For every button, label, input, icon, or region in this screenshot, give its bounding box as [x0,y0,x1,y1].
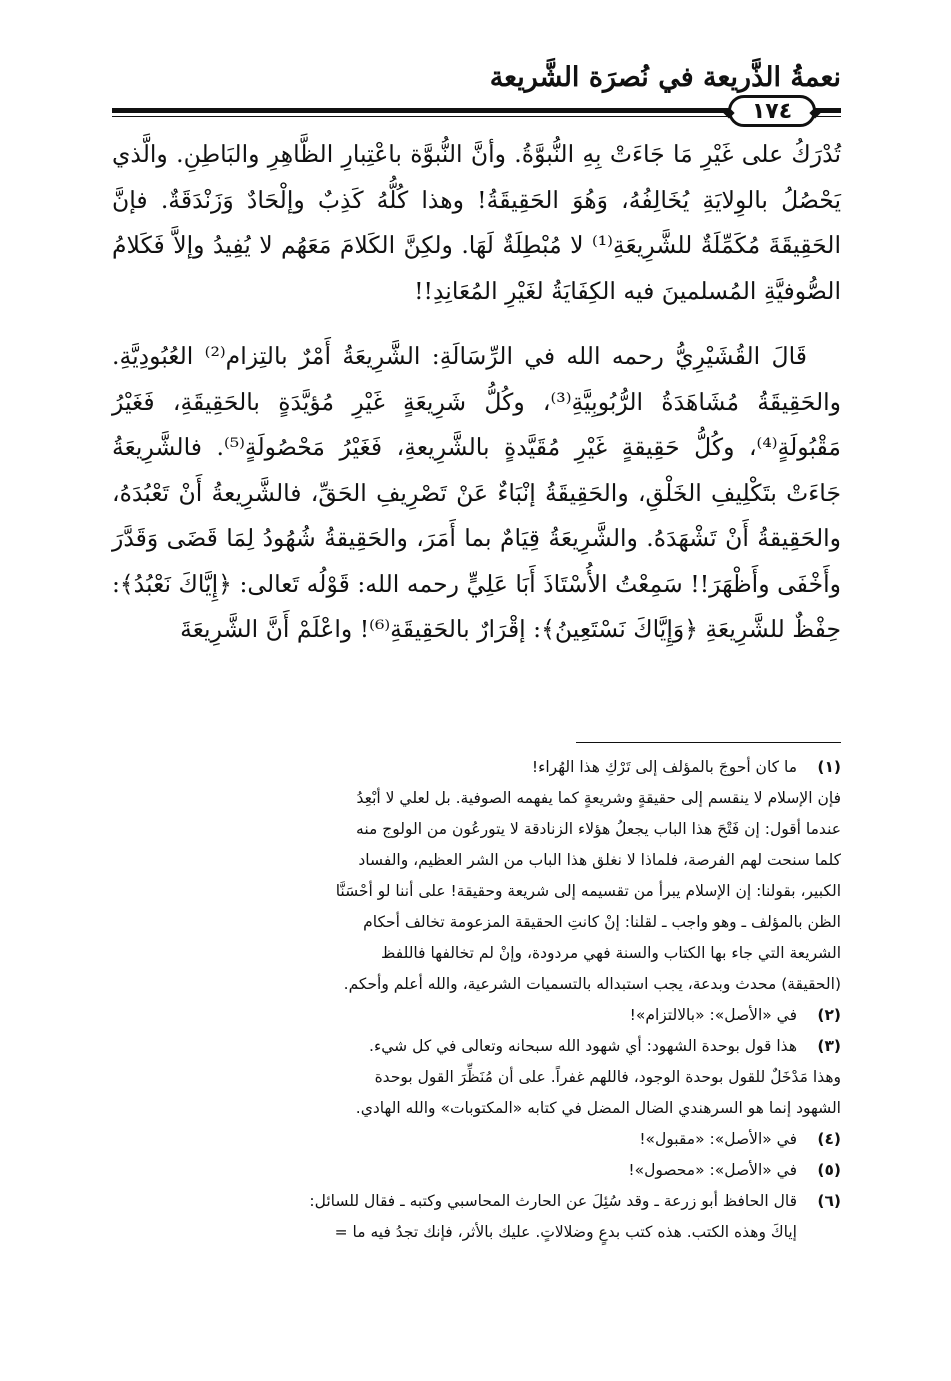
footnote-text [112,1155,797,1186]
footnote-text [112,1186,797,1248]
footnote [112,1155,841,1186]
footnote-line: الشريعة التي جاء بها الكتاب والسنة فهي مردودة، وإنْ لم تخالفها فاللفظ [381,944,841,962]
footnote [112,752,841,783]
text-line: تُدْرَكُ على غَيْرِ مَا جَاءَتْ بِهِ النُّبوَّةُ. وأنَّ النُّبوَّة باعْتِبارِ الظَّاهِرِ والبَاطِنِ. [176,140,841,168]
text-line: وَزَنْدَقَةٌ. فإنَّ الحَقِيقَةَ مُكَمِّلَةٌ للشَّرِيعَةِ⁽¹⁾ لا مُبْطِلَةٌ لَهَا. ولكِنَّ الكَلامَ [112,185,841,259]
text-line: مَحْصُولَةٍ⁽⁵⁾. فالشَّرِيعَةُ جَاءَتْ بتَكْلِيفِ الخَلْقِ، والحَقِيقَةُ إنْبَاءٌ عَنْ [112,433,841,507]
text-line: بالحَقِيقَةِ، فَغَيْرُ مَقْبُولَةٍ⁽⁴⁾، وكُلُّ حَقِيقةٍ غَيْرِ مُقَيَّدةٍ بالشَّرِيعةِ، فَغَيْرُ [112,387,841,461]
footnote-number: (٤) [817,1130,841,1148]
footnote-number: (٣) [817,1037,841,1055]
footnote-line: فإن الإسلام لا ينقسم إلى حقيقةٍ وشريعةٍ كما يفهمه الصوفية. بل لعلي لا أبْعِدُ [356,789,841,807]
footnote-line: في «الأصل»: «مقبول»! [639,1130,797,1148]
footnote-line: الشهود إنما هو السرهندي الضال المضل في كتابه «المكتوبات» والله الهادي. [355,1099,841,1117]
main-text [112,132,841,653]
footnote-text [112,752,797,783]
text-line: بما أَمَرَ، والحَقِيقةُ شُهُودُ لِمَا قَضَى وَقَدَّرَ وأَخْفَى وأَظْهَرَ!! سَمِعْتُ [112,524,841,598]
paragraph [112,132,841,314]
footnote-number: (١) [817,758,841,776]
running-title: نعمةُ الذَّريعة في نُصرَة الشَّريعة [489,62,841,93]
text-line: الأُسْتَاذَ أَبَا عَلِيٍّ رحمه الله: قَوْلُه تَعالى: ﴿إِيَّاكَ نَعْبُدُ﴾: حِفْظٌ [112,569,841,643]
footnotes [112,752,841,1248]
footnote-number: (٥) [817,1161,841,1179]
footnote-number: (٦) [817,1192,841,1210]
footnote-line: عندما أقول: إن فَتْحَ هذا الباب يجعلُ هؤلاء الزنادقة لا يتورعُون من الولوج منه [356,820,841,838]
footnote [112,1124,841,1155]
footnote-number: (٢) [817,1006,841,1024]
text-line: مَعَهُم لا يُفِيدُ وإلاَّ فَكَلامُ الصُّوفيَّةِ المُسلمينَ فيه الكِفَايَةُ لغَيْرِ المُعَانِدِ!! [112,231,841,305]
footnote-text [112,1000,797,1031]
page-number: ١٧٤ [751,98,793,124]
footnote-separator [576,742,841,743]
page-number-badge [728,95,816,127]
footnote-line: الكبير، بقولنا: إن الإسلام يبرأ من تقسيمه إلى شريعة وحقيقة! على أننا لو أحْسَنَّا [335,882,841,900]
footnote [112,1186,841,1248]
footnote-line: كلما سنحت لهم الفرصة، فلماذا لا نغلق هذا الباب من الشر العظيم، والفساد [358,851,841,869]
footnote-line: قال الحافظ أبو زرعة ـ وقد سُئِلَ عن الحارث المحاسبي وكتبه ـ فقال للسائل: [309,1192,797,1210]
text-line: والَّذي يَحْصُلُ بالوِلايَةِ يُخَالِفُهُ، وَهُوَ الحَقِيقَةُ! وهذا كُلُّهُ كَذِبٌ وإلْحَادٌ [112,140,842,214]
footnote-text [112,1031,797,1062]
text-line: للشَّرِيعَةِ ﴿وَإِيَّاكَ نَسْتَعِينُ﴾: إقْرَارٌ بالحَقِيقَةِ⁽⁶⁾! واعْلَمْ أَنَّ الشَّرِيعَةَ [180,615,785,643]
footnote-line: في «الأصل»: «بالالتزام»! [629,1006,797,1024]
paragraph [112,334,841,653]
footnote-text [112,1124,797,1155]
footnote [112,1031,841,1062]
footnote-line: (الحقيقة) محدث وبدعة، يجب استبداله بالتسميات الشرعية، والله أعلم وأحكم. [343,975,841,993]
footnote-line: في «الأصل»: «محصول»! [628,1161,797,1179]
footnote-line: هذا قول بوحدة الشهود: أي شهود الله سبحانه وتعالى في كل شيء. [369,1037,797,1055]
text-line: قَالَ القُشَيْرِيُّ رحمه الله في الرِّسَالَةِ: الشَّرِيعَةُ أَمْرٌ بالتِزام⁽²⁾ [204,342,807,370]
footnote-continuation [112,783,841,1000]
footnote-line: ما كان أحوجَ بالمؤلف إلى تَرْكِ هذا الهُراء! [531,758,797,776]
text-line: تَصْرِيفِ الحَقِّ، فالشَّرِيعةُ أَنْ تَعْبُدَهُ، والحَقِيقةُ أَنْ تَشْهَدَهُ. والشَّرِيعَةُ قِيَامٌ [112,478,841,552]
footnote-line: وهذا مَدْخَلٌ للقول بوحدة الوجود، فاللهم غفراً. على أن مُنَظِّرَ القول بوحدة [374,1068,841,1086]
footnote-line: الظن بالمؤلف ـ وهو واجب ـ لقلنا: إنْ كانتِ الحقيقة المزعومة تخالف أحكام [363,913,841,931]
footnote [112,1000,841,1031]
footnote-continuation [112,1062,841,1124]
footnote-line: إياكَ وهذه الكتب. هذه كتب بدعٍ وضلالاتٍ. عليك بالأثر، فإنك تجدُ فيه ما = [334,1223,797,1241]
text-line: العُبُودِيَّةِ. والحَقِيقَةُ مُشَاهَدَةُ الرُّبُوبِيَّةِ⁽³⁾، وكُلُّ شَرِيعَةٍ غَيْرِ مُؤيَّدَةٍ [112,342,841,416]
